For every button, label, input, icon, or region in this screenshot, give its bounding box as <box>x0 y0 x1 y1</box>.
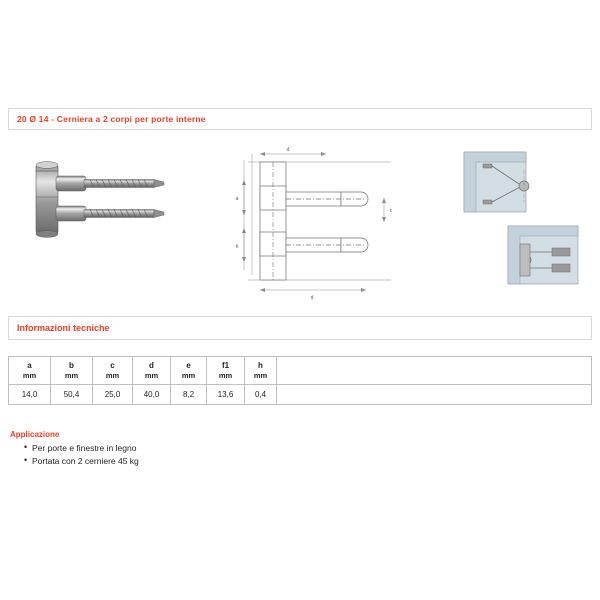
table-col-c <box>93 357 133 385</box>
table-col-b-label: b <box>69 360 74 370</box>
dimension-label-left-upper: a <box>235 196 239 202</box>
table-col-a-label: a <box>27 360 32 370</box>
application-title: Applicazione <box>10 430 60 439</box>
table-row <box>9 385 592 405</box>
table-col-b-unit: mm <box>64 370 79 380</box>
table-col-f1-unit: mm <box>218 370 233 380</box>
table-col-e <box>171 357 207 385</box>
table-col-e-unit: mm <box>181 370 196 380</box>
table-col-d-unit: mm <box>144 370 159 380</box>
table-col-e-label: e <box>186 360 191 370</box>
mounting-diagram-lower <box>508 226 578 284</box>
table-col-c-label: c <box>110 360 115 370</box>
page-title: 20 Ø 14 - Cerniera a 2 corpi per porte interne <box>17 114 206 124</box>
mounting-illustrations-svg <box>456 140 600 305</box>
dimension-label-left-lower: h <box>235 244 239 250</box>
dimension-label-bottom: d <box>310 295 314 301</box>
table-col-h <box>245 357 277 385</box>
dimension-label-top: d <box>286 147 290 153</box>
table-col-d-label: d <box>149 360 154 370</box>
mounting-illustrations <box>456 140 600 305</box>
table-cell-c: 25,0 <box>93 385 133 405</box>
mounting-diagram-upper <box>464 152 529 212</box>
table-cell-filler <box>277 385 592 405</box>
table-col-d <box>133 357 171 385</box>
table-col-h-unit: mm <box>253 370 268 380</box>
table-cell-b: 50,4 <box>51 385 93 405</box>
table-col-a <box>9 357 51 385</box>
table-cell-h: 0,4 <box>245 385 277 405</box>
hinge-photo-svg <box>18 156 198 271</box>
technical-info-bar <box>8 316 592 340</box>
table-cell-a: 14,0 <box>9 385 51 405</box>
table-col-c-unit: mm <box>105 370 120 380</box>
technical-drawing <box>226 140 406 305</box>
table-col-a-unit: mm <box>22 370 37 380</box>
table-col-b <box>51 357 93 385</box>
table-col-f1 <box>207 357 245 385</box>
table-cell-e: 8,2 <box>171 385 207 405</box>
table-cell-d: 40,0 <box>133 385 171 405</box>
product-title-bar <box>8 108 592 130</box>
specification-table <box>8 356 592 405</box>
application-list <box>8 442 592 468</box>
list-item: • Per porte e finestre in legno <box>24 442 592 455</box>
list-item: • Portata con 2 cerniere 45 kg <box>24 455 592 468</box>
technical-info-title: Informazioni tecniche <box>17 323 110 333</box>
application-section <box>8 430 592 468</box>
table-col-filler <box>277 357 592 385</box>
table-col-h-label: h <box>258 360 263 370</box>
table-header-row <box>9 357 592 385</box>
technical-drawing-svg <box>226 140 406 305</box>
dimension-label-right: c <box>389 208 393 214</box>
table-cell-f1: 13,6 <box>207 385 245 405</box>
table-col-f1-label: f1 <box>221 360 230 370</box>
product-photo <box>18 156 198 271</box>
drawing-area <box>8 138 592 308</box>
